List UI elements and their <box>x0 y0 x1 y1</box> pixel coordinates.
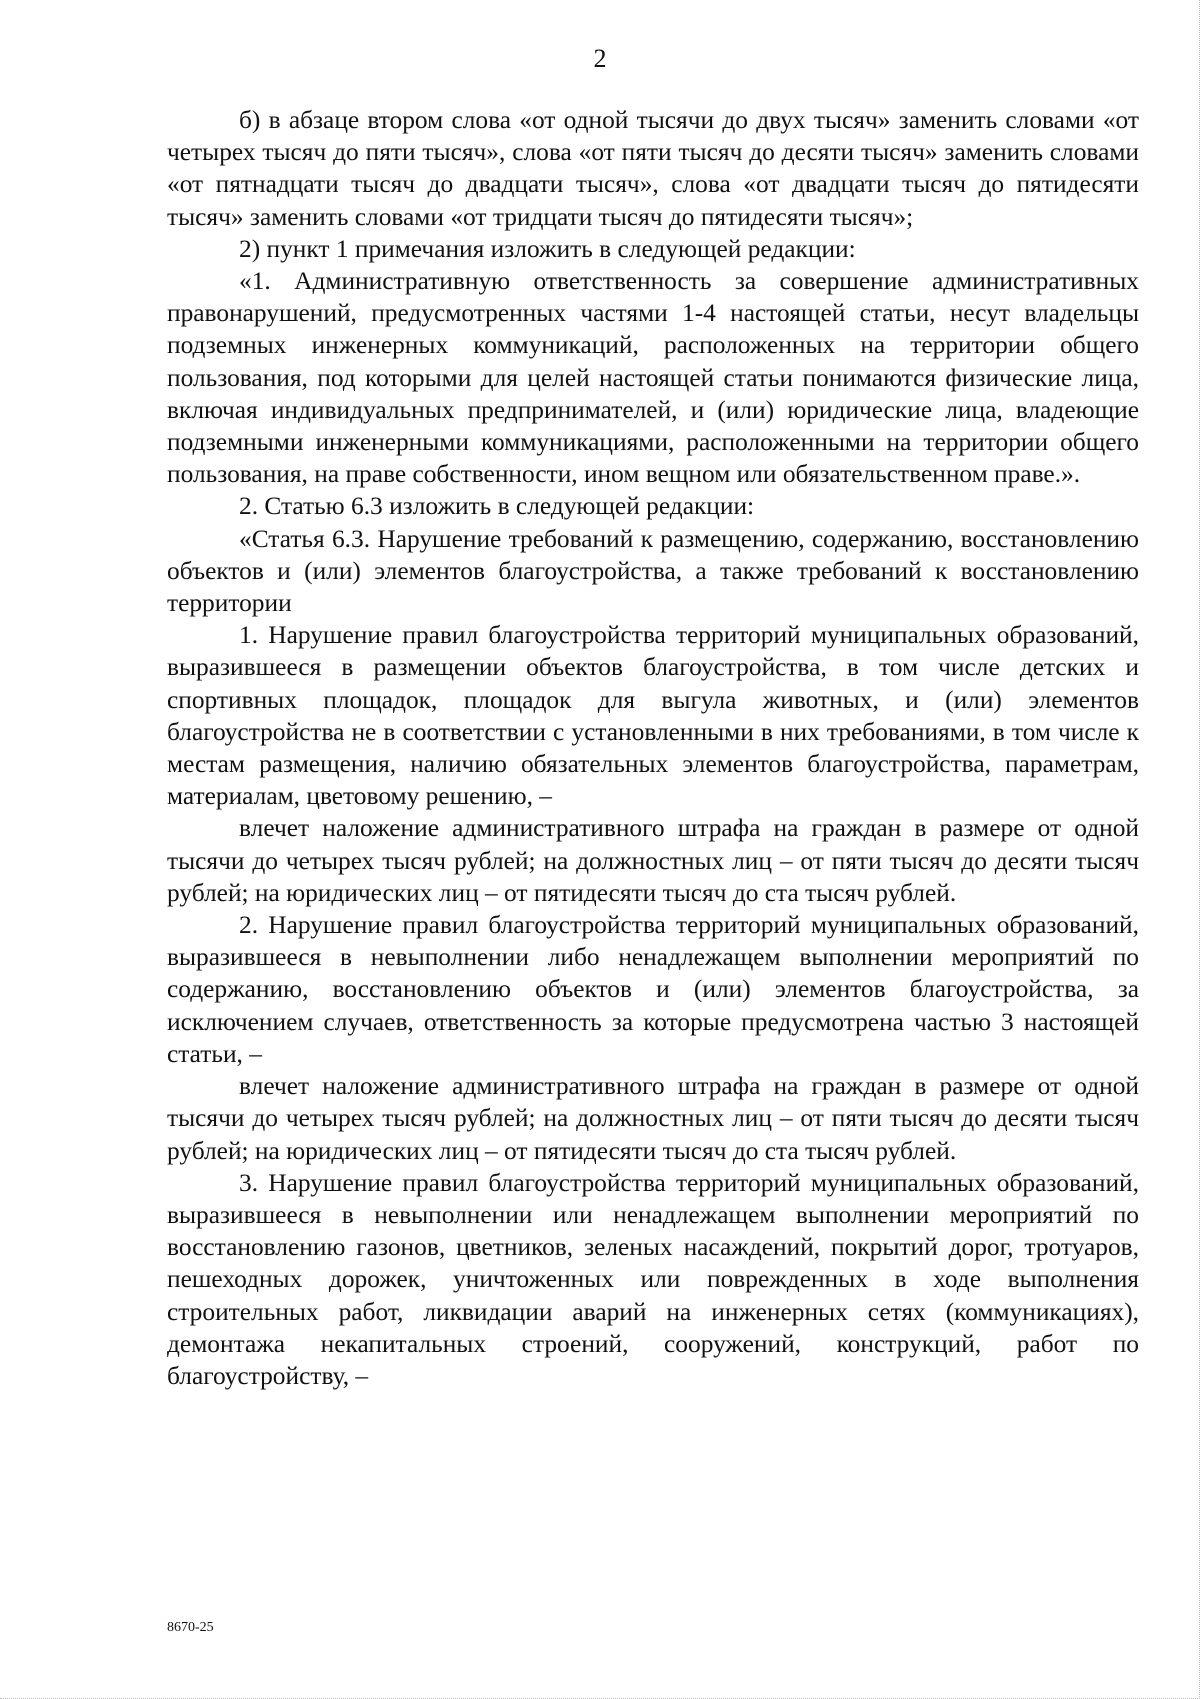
paragraph-item-2-note: 2) пункт 1 примечания изложить в следующей редакции: <box>239 234 856 263</box>
paragraph-part-2: 2. Нарушение правил благоустройства территорий муниципальных образований, выразившееся в невыполнении либо ненадлежащем выполнении мероприятий по содержанию, восстановлению объектов и (или) элементов благоустройства, за исключением случаев, ответственность за которые предусмотрена частью 3 настоящей статьи, – <box>167 911 1139 1068</box>
paragraph-part-2-penalty: влечет наложение административного штрафа на граждан в размере от одной тысячи до четырех тысяч рублей; на должностных лиц – от пяти тысяч до десяти тысяч рублей; на юридических лиц – от пятидесяти тысяч до ста тысяч рублей. <box>167 1072 1139 1165</box>
page-number: 2 <box>593 44 607 73</box>
document-code: 8670-25 <box>167 1620 214 1635</box>
document-body <box>167 104 1139 1392</box>
paragraph-article-6-3-title: «Статья 6.3. Нарушение требований к размещению, содержанию, восстановлению объектов и (или) элементов благоустройства, а также требований к восстановлению территории <box>167 524 1139 618</box>
paragraph-note-1-text: «1. Административную ответственность за совершение административных правонарушений, предусмотренных частями 1-4 настоящей статьи, несут владельцы подземных инженерных коммуникаций, расположенных на территории общего пользования, под которыми для целей настоящей статьи понимаются физические лица, включая индивидуальных предпринимателей, и (или) юридические лица, владеющие подземными инженерными коммуникациями, расположенными на территории общего пользования, на праве собственности, ином вещном или обязательственном праве.». <box>167 267 1139 489</box>
paragraph-article-6-3-intro: 2. Статью 6.3 изложить в следующей редакции: <box>239 492 755 521</box>
paragraph-part-1-penalty: влечет наложение административного штрафа на граждан в размере от одной тысячи до четырех тысяч рублей; на должностных лиц – от пяти тысяч до десяти тысяч рублей; на юридических лиц – от пятидесяти тысяч до ста тысяч рублей. <box>167 814 1139 907</box>
paragraph-part-3: 3. Нарушение правил благоустройства территорий муниципальных образований, выразившееся в невыполнении или ненадлежащем выполнении мероприятий по восстановлению газонов, цветников, зеленых насаждений, покрытий дорог, тротуаров, пешеходных дорожек, уничтоженных или поврежденных в ходе выполнения строительных работ, ликвидации аварий на инженерных сетях (коммуникациях), демонтажа некапитальных строений, сооружений, конструкций, работ по благоустройству, – <box>167 1168 1139 1390</box>
paragraph-part-1: 1. Нарушение правил благоустройства территорий муниципальных образований, выразившееся в размещении объектов благоустройства, в том числе детских и спортивных площадок, площадок для выгула животных, и (или) элементов благоустройства не в соответствии с установленными в них требованиями, в том числе к местам размещения, наличию обязательных элементов благоустройства, параметрам, материалам, цветовому решению, – <box>167 621 1139 811</box>
paragraph-amendment-b: б) в абзаце втором слова «от одной тысячи до двух тысяч» заменить словами «от четырех тысяч до пяти тысяч», слова «от пяти тысяч до десяти тысяч» заменить словами «от пятнадцати тысяч до двадцати тысяч», слова «от двадцати тысяч до пятидесяти тысяч» заменить словами «от тридцати тысяч до пятидесяти тысяч»; <box>167 106 1139 231</box>
